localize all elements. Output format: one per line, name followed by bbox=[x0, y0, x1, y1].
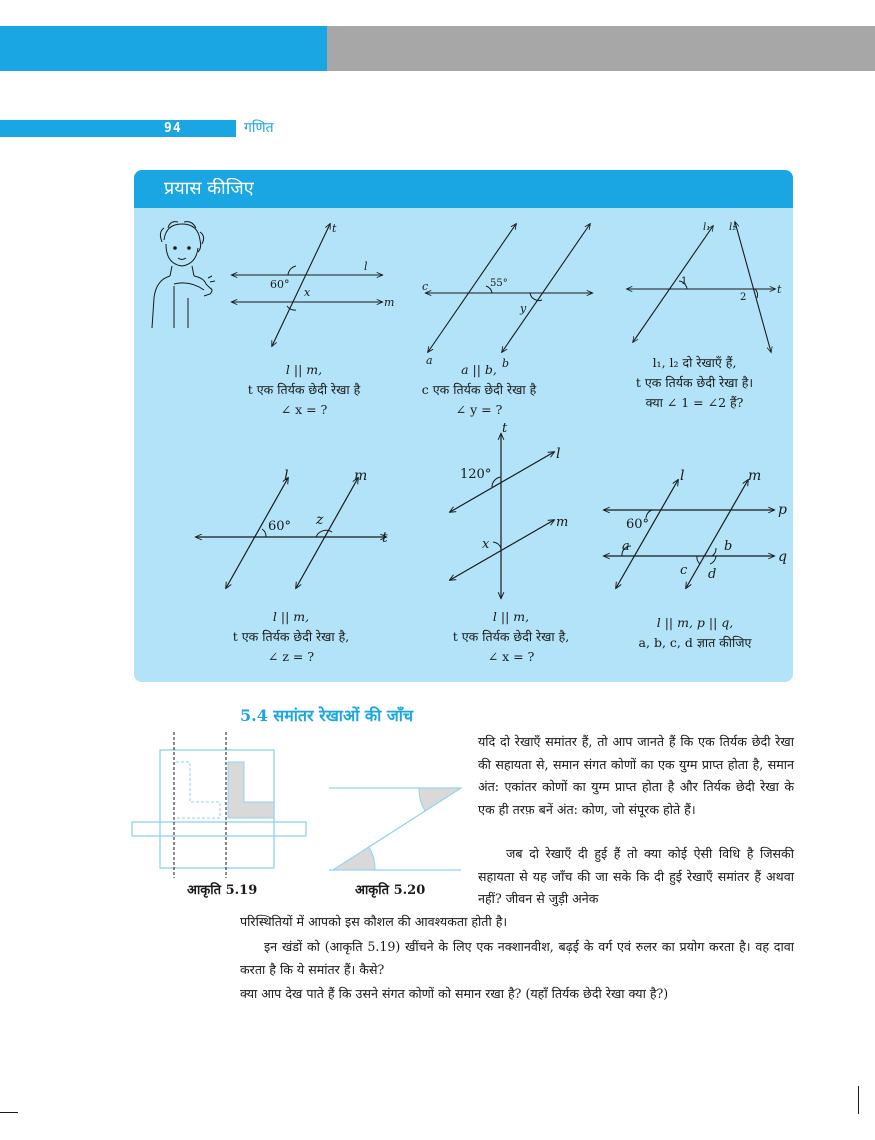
fig6-label-d: d bbox=[708, 567, 717, 582]
fig3-caption-line: क्या ∠ 1 = ∠2 हैं? bbox=[645, 395, 744, 410]
header-bar-gray bbox=[327, 26, 875, 71]
header-bar-blue bbox=[0, 26, 327, 71]
fig2-caption-line: ∠ y = ? bbox=[455, 402, 503, 417]
fig2-label-b: b bbox=[502, 357, 510, 370]
try-box bbox=[134, 170, 793, 682]
paragraph-1: यदि दो रेखाएँ समांतर हैं, तो आप जानते हैं कि एक तिर्यक छेदी रेखा की सहायता से, समान संगत कोणों का एक युग्म प्राप्त होता है, समान अंत: एकांतर कोणों का युग्म प्राप्त होता है और तिर्यक छेदी रेखा के एक ही तरफ़ बनें अंत: कोण, जो संपूरक होते हैं। bbox=[478, 734, 794, 817]
figure-5-20-caption: आकृति 5.20 bbox=[355, 883, 426, 898]
fig6-caption-line: a, b, c, d ज्ञात कीजिए bbox=[638, 635, 752, 650]
fig6-label-p: p bbox=[778, 502, 787, 518]
figure-6 bbox=[600, 466, 793, 596]
figure-3 bbox=[619, 218, 789, 358]
fig2-label-a: a bbox=[426, 354, 433, 367]
fig4-caption-line: l || m, bbox=[272, 609, 310, 624]
fig5-caption-line: t एक तिर्यक छेदी रेखा है, bbox=[452, 629, 570, 644]
fig1-caption-line: ∠ x = ? bbox=[280, 402, 328, 417]
fig4-label-l: l bbox=[284, 468, 289, 484]
fig6-label-b: b bbox=[724, 539, 733, 554]
fig4-caption-line: t एक तिर्यक छेदी रेखा है, bbox=[232, 629, 350, 644]
fig1-label-l: l bbox=[364, 260, 368, 273]
fig3-label-l1: l₁ bbox=[703, 222, 711, 233]
fig5-caption bbox=[416, 607, 606, 667]
fig4-label-unknown: z bbox=[316, 512, 324, 528]
fig4-caption bbox=[196, 607, 386, 667]
fig5-label-l: l bbox=[556, 446, 561, 462]
figure-5-19-caption: आकृति 5.19 bbox=[187, 883, 258, 898]
fig3-label-l2: l₂ bbox=[729, 222, 737, 233]
fig1-label-unknown: x bbox=[304, 286, 311, 299]
fig2-label-c: c bbox=[422, 280, 429, 293]
fig5-label-unknown: x bbox=[482, 537, 490, 552]
fig4-caption-line: ∠ z = ? bbox=[267, 649, 315, 664]
fig6-label-c: c bbox=[680, 563, 688, 578]
fig3-label-2: 2 bbox=[740, 292, 747, 303]
fig4-label-t: t bbox=[382, 530, 388, 546]
fig5-caption-line: l || m, bbox=[492, 609, 530, 624]
fig2-label-unknown: y bbox=[520, 302, 527, 315]
girl-illustration bbox=[144, 218, 216, 333]
paragraph-2-tail: परिस्थितियों में आपको इस कौशल की आवश्यकता होती है। bbox=[240, 914, 508, 929]
fig6-label-angle: 60° bbox=[626, 517, 650, 532]
paragraph-3: इन खंडों को (आकृति 5.19) खींचने के लिए एक नक्शानवीश, बढ़ई के वर्ग एवं रुलर का प्रयोग करता है। वह दावा करता है कि ये समांतर हैं। कैसे? bbox=[240, 939, 794, 977]
fig5-caption-line: ∠ x = ? bbox=[487, 649, 535, 664]
figure-4 bbox=[192, 466, 392, 596]
figure-5-19 bbox=[130, 730, 310, 880]
subject-title: गणित bbox=[244, 120, 274, 136]
fig5-label-m: m bbox=[556, 515, 569, 530]
fig1-caption-line: t एक तिर्यक छेदी रेखा है bbox=[247, 382, 361, 397]
fig3-label-t: t bbox=[777, 283, 782, 296]
figure-5 bbox=[442, 420, 582, 600]
crop-mark bbox=[0, 1112, 18, 1113]
fig1-caption-line: l || m, bbox=[285, 362, 323, 377]
fig6-caption bbox=[610, 613, 780, 653]
figure-2 bbox=[414, 220, 614, 370]
figure-1 bbox=[224, 218, 404, 348]
fig3-label-1: 1 bbox=[681, 276, 688, 287]
fig6-label-a: a bbox=[622, 539, 630, 554]
fig6-label-l: l bbox=[680, 468, 685, 484]
fig4-label-m: m bbox=[354, 468, 368, 484]
fig3-caption-line: t एक तिर्यक छेदी रेखा है। bbox=[635, 375, 754, 390]
fig1-label-angle: 60° bbox=[270, 278, 290, 291]
fig4-label-angle: 60° bbox=[268, 519, 292, 534]
paragraph-2-lead: जब दो रेखाएँ दी हुई हैं तो क्या कोई ऐसी विधि है जिसकी सहायता से यह जाँच की जा सके कि दी हुई रेखाएँ समांतर हैं अथवा नहीं? जीवन से जुड़ी अनेक bbox=[478, 846, 794, 906]
fig3-caption bbox=[612, 353, 777, 413]
fig1-caption bbox=[214, 360, 394, 420]
fig3-caption-line: l₁, l₂ दो रेखाएँ हैं, bbox=[652, 355, 737, 370]
section-title: 5.4 समांतर रेखाओं की जाँच bbox=[240, 706, 414, 725]
fig5-label-t: t bbox=[502, 421, 508, 436]
fig1-label-m: m bbox=[384, 296, 395, 309]
page-number: 94 bbox=[164, 121, 182, 136]
fig6-caption-line: l || m, p || q, bbox=[656, 615, 734, 630]
fig6-label-m: m bbox=[748, 468, 762, 484]
try-box-title: प्रयास कीजिए bbox=[164, 178, 254, 199]
fig6-label-q: q bbox=[778, 549, 787, 565]
paragraph-4: क्या आप देख पाते हैं कि उसने संगत कोणों को समान रखा है? (यहाँ तिर्यक छेदी रेखा क्या है?) bbox=[240, 986, 669, 1001]
fig2-caption-line: c एक तिर्यक छेदी रेखा है bbox=[421, 382, 537, 397]
fig5-label-angle: 120° bbox=[460, 467, 492, 482]
fig2-caption-line: a || b, bbox=[461, 362, 497, 377]
crop-mark bbox=[858, 1086, 859, 1114]
fig1-label-t: t bbox=[332, 222, 337, 235]
figure-5-20 bbox=[325, 782, 470, 874]
fig2-caption bbox=[389, 360, 569, 420]
fig2-label-angle: 55° bbox=[490, 278, 508, 289]
